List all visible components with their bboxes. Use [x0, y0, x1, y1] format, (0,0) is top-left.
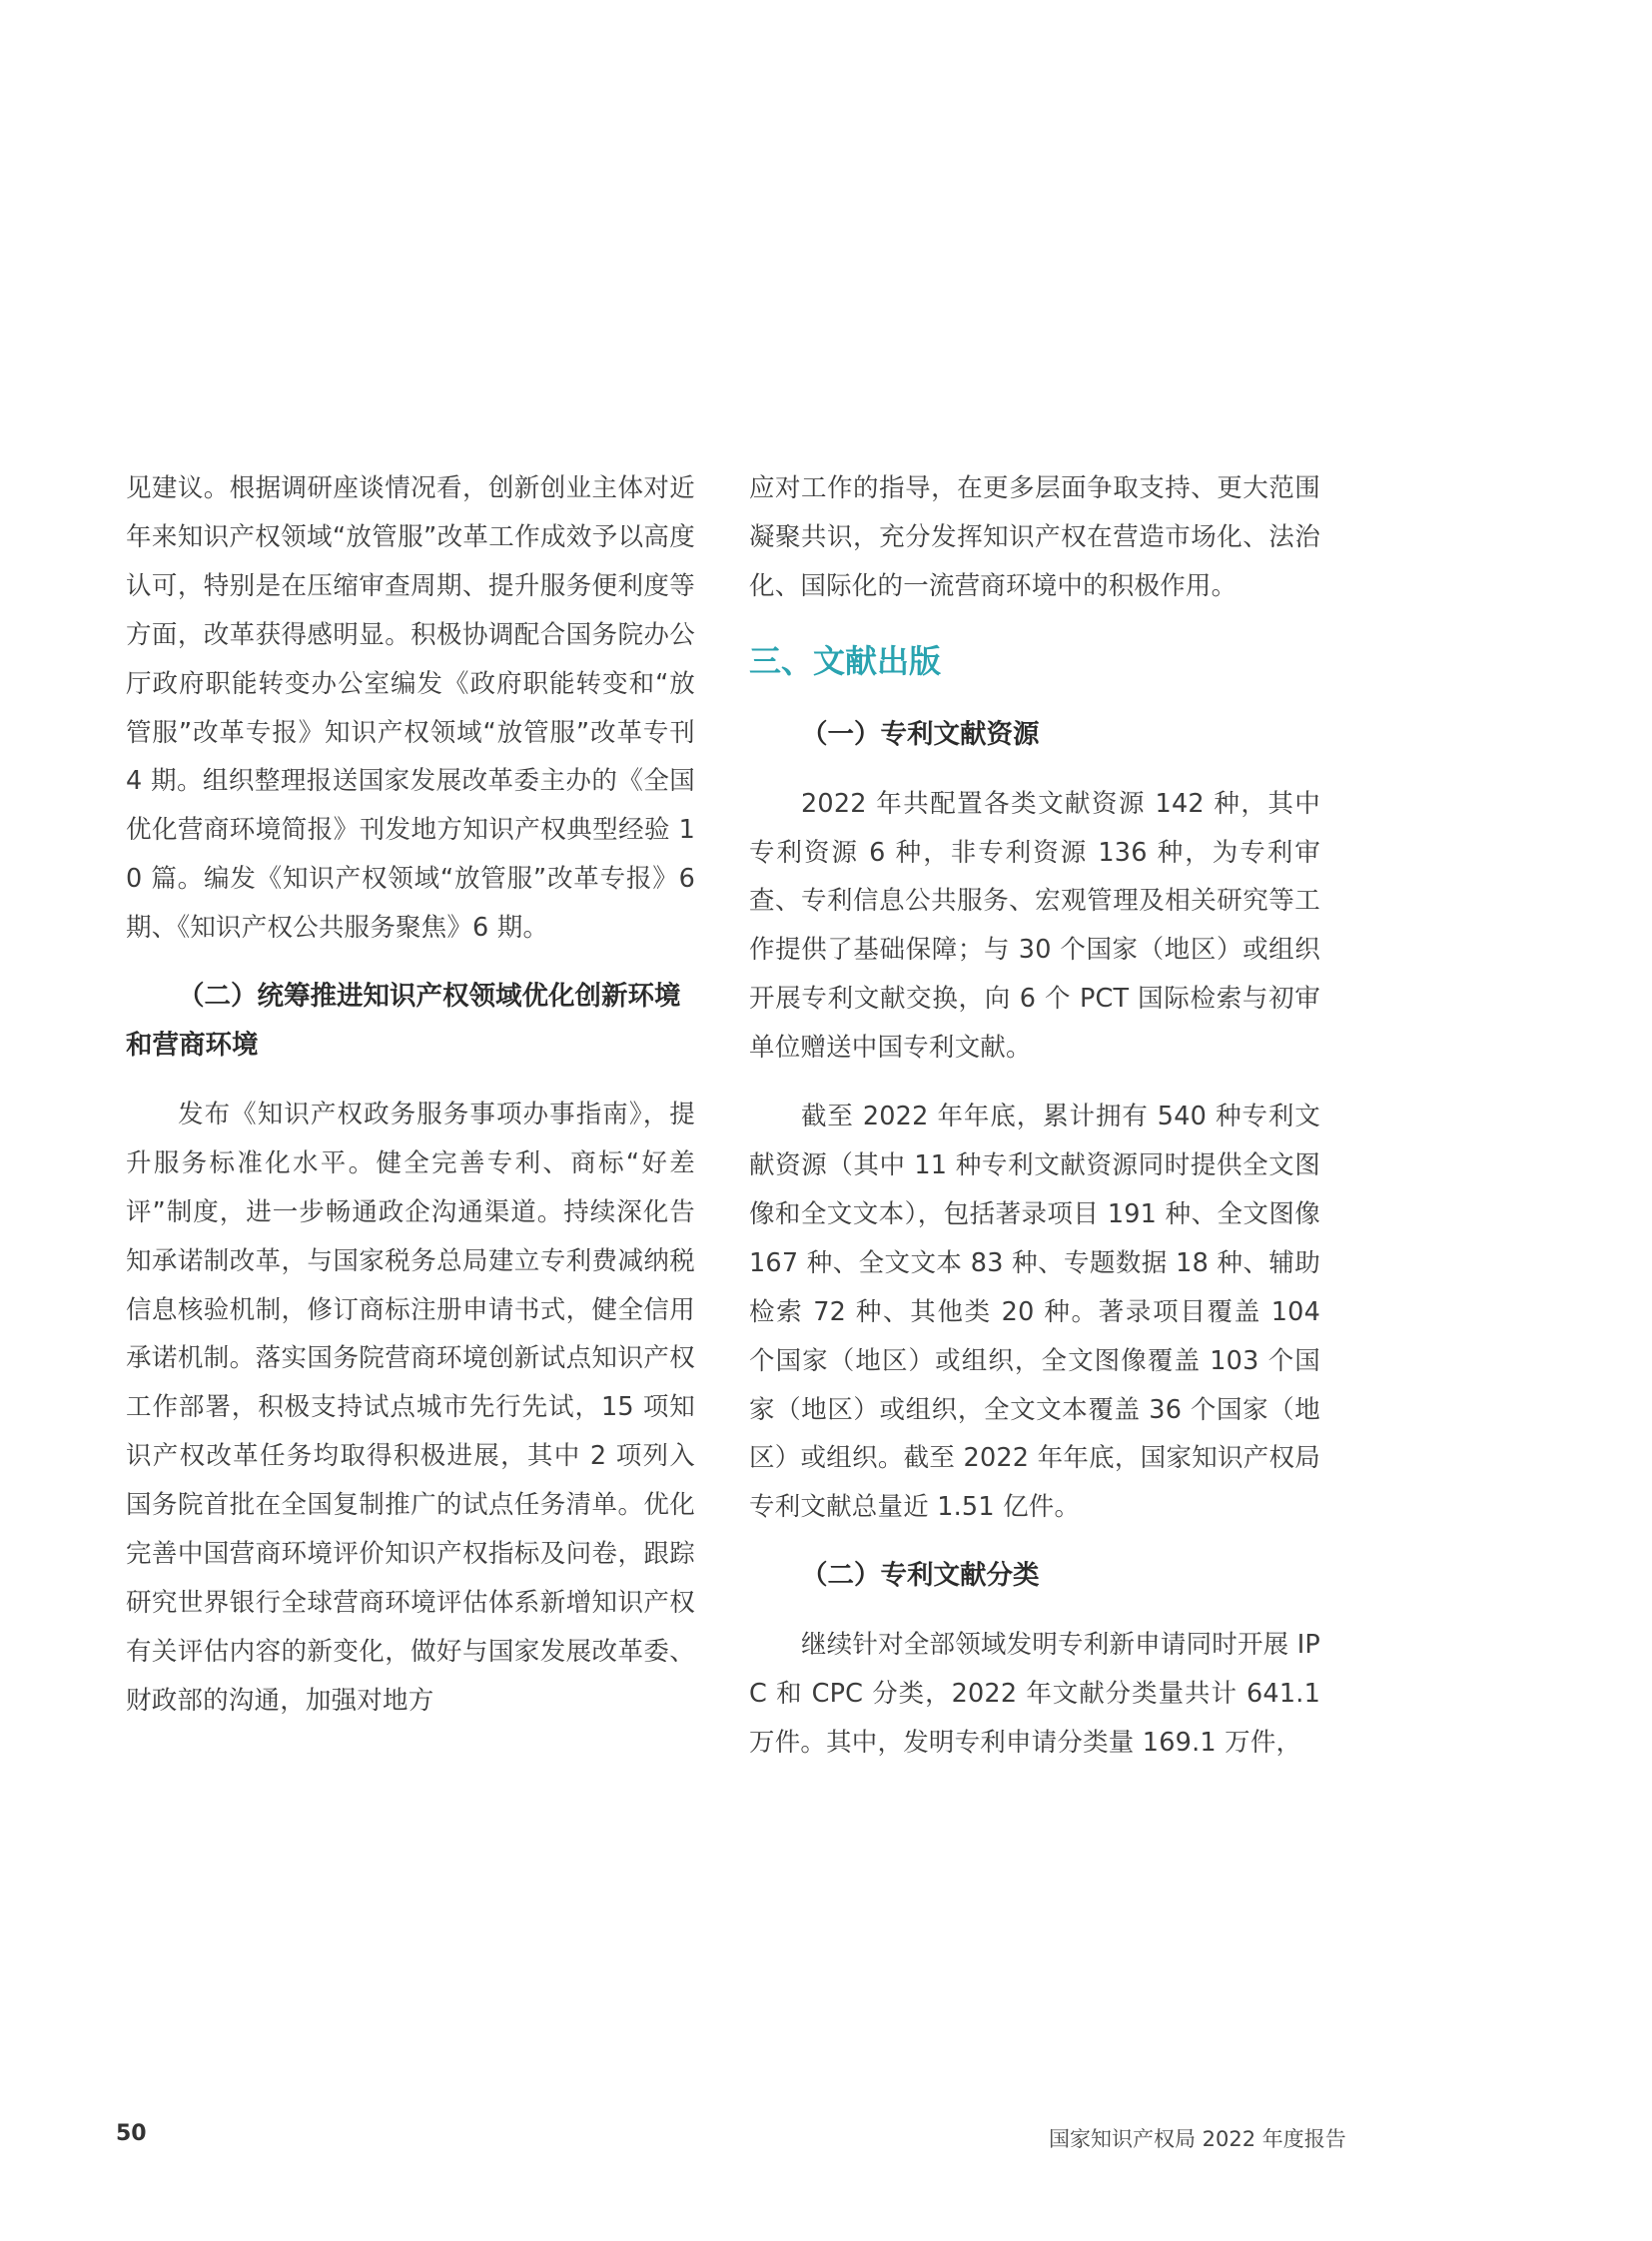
paragraph-resources-2022: 2022 年共配置各类文献资源 142 种，其中专利资源 6 种，非专利资源 136 种，为专利审查、专利信息公共服务、宏观管理及相关研究等工作提供了基础保障；与 30 个国家（地区）或组织开展专利文献交换，向 6 个 PCT 国际检索与初审单位赠送中国专利文献。 [749, 788, 1320, 1064]
report-title: 国家知识产权局 2022 年度报告 [1049, 2127, 1346, 2151]
page-footer [0, 2121, 1652, 2161]
spacer [749, 760, 1320, 780]
paragraph-classification: 继续针对全部领域发明专利新申请同时开展 IPC 和 CPC 分类，2022 年文献分类量共计 641.1 万件。其中，发明专利申请分类量 169.1 万件， [749, 1630, 1320, 1758]
subheading-patent-literature-resources: （一）专利文献资源 [801, 718, 1040, 750]
section-title-literature-publishing: 三、文献出版 [749, 641, 942, 680]
subheading-patent-classification: （二）专利文献分类 [801, 1560, 1040, 1592]
page-number: 50 [116, 2121, 147, 2146]
spacer [749, 1073, 1320, 1093]
spacer [749, 685, 1320, 711]
paragraph-guidance: 应对工作的指导，在更多层面争取支持、更大范围凝聚共识，充分发挥知识产权在营造市场化、法治化、国际化的一流营商环境中的积极作用。 [749, 473, 1320, 601]
spacer [126, 953, 695, 973]
subheading-business-environment: （二）统筹推进知识产权领域优化创新环境和营商环境 [126, 981, 681, 1061]
paragraph-resources-total: 截至 2022 年年底，累计拥有 540 种专利文献资源（其中 11 种专利文献资源同时提供全文图像和全文文本），包括著录项目 191 种、全文图像 167 种、全文文本 83 种、专题数据 18 种、辅助检索 72 种、其他类 20 种。著录项目覆盖 104 个国家（地区）或组织，全文图像覆盖 103 个国家（地区）或组织，全文文本覆盖 36 个国家（地区）或组织。截至 2022 年年底，国家知识产权局专利文献总量近 1.51 亿件。 [749, 1102, 1320, 1523]
spacer [749, 611, 1320, 637]
spacer [126, 1071, 695, 1091]
paragraph-reform-feedback: 见建议。根据调研座谈情况看，创新创业主体对近年来知识产权领域“放管服”改革工作成效予以高度认可，特别是在压缩审查周期、提升服务便利度等方面，改革获得感明显。积极协调配合国务院办公厅政府职能转变办公室编发《政府职能转变和“放管服”改革专报》知识产权领域“放管服”改革专刊 4 期。组织整理报送国家发展改革委主办的《全国优化营商环境简报》刊发地方知识产权典型经验 10 篇。编发《知识产权领域“放管服”改革专报》6 期、《知识产权公共服务聚焦》6 期。 [126, 473, 695, 944]
spacer [749, 1601, 1320, 1621]
left-column [126, 464, 695, 1726]
right-column [749, 464, 1320, 1768]
paragraph-service-guide: 发布《知识产权政务服务事项办事指南》，提升服务标准化水平。健全完善专利、商标“好差评”制度，进一步畅通政企沟通渠道。持续深化告知承诺制改革，与国家税务总局建立专利费减纳税信息核验机制，修订商标注册申请书式，健全信用承诺机制。落实国务院营商环境创新试点知识产权工作部署，积极支持试点城市先行先试，15 项知识产权改革任务均取得积极进展，其中 2 项列入国务院首批在全国复制推广的试点任务清单。优化完善中国营商环境评价知识产权指标及问卷，跟踪研究世界银行全球营商环境评估体系新增知识产权有关评估内容的新变化，做好与国家发展改革委、财政部的沟通，加强对地方 [126, 1099, 695, 1716]
spacer [749, 1532, 1320, 1552]
